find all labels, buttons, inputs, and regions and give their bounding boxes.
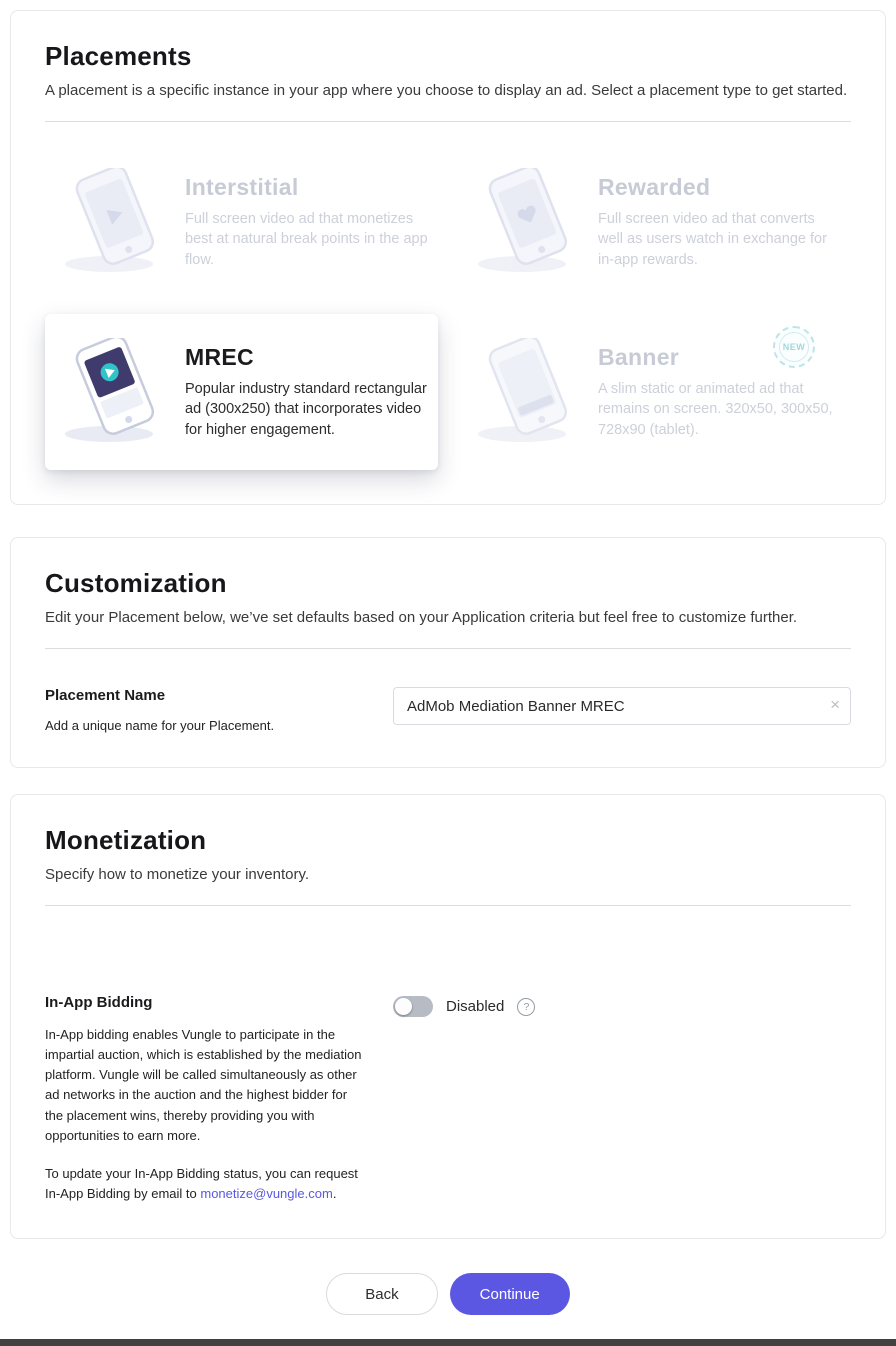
monetization-title: Monetization <box>45 825 207 855</box>
bottom-bar <box>0 1339 896 1346</box>
divider <box>45 121 851 122</box>
interstitial-icon-wrap <box>55 168 177 276</box>
continue-button[interactable]: Continue <box>450 1273 570 1315</box>
monetize-email-link[interactable]: monetize@vungle.com <box>200 1185 333 1201</box>
interstitial-description: Full screen video ad that monetizes best at natural break points in the app flow. <box>185 210 428 268</box>
mrec-title: MREC <box>185 343 254 370</box>
new-badge-label: NEW <box>779 332 809 362</box>
rewarded-phone-icon <box>470 168 588 276</box>
rewarded-icon-wrap <box>468 168 590 276</box>
interstitial-title: Interstitial <box>185 173 299 200</box>
placement-name-label: Placement Name <box>45 687 166 704</box>
rewarded-title: Rewarded <box>598 173 711 200</box>
placement-type-grid <box>45 144 851 470</box>
in-app-bidding-description: In-App bidding enables Vungle to participate in the impartial auction, which is established by the mediation platform. Vungle will be called simultaneously as other ad networks in the auction and the highest bidder for the placement wins, thereby providing you with opportunities to earn more. <box>45 1027 362 1143</box>
in-app-bidding-row <box>45 994 851 1204</box>
in-app-bidding-toggle[interactable] <box>393 996 433 1017</box>
banner-description: A slim static or animated ad that remains on screen. 320x50, 300x50, 728x90 (tablet). <box>598 380 833 438</box>
toggle-knob <box>395 998 412 1015</box>
customization-subtitle: Edit your Placement below, we’ve set defaults based on your Application criteria but feel free to customize further. <box>45 609 798 626</box>
monetization-subtitle: Specify how to monetize your inventory. <box>45 866 310 883</box>
help-icon[interactable]: ? <box>517 998 535 1016</box>
placements-title: Placements <box>45 41 192 71</box>
clear-input-icon[interactable]: × <box>830 695 840 714</box>
placement-type-mrec[interactable] <box>45 314 438 470</box>
divider <box>45 648 851 649</box>
banner-icon-wrap <box>468 338 590 446</box>
placement-name-row <box>45 687 851 733</box>
new-badge <box>773 326 815 368</box>
in-app-bidding-label: In-App Bidding <box>45 994 153 1011</box>
footer-actions <box>10 1273 886 1315</box>
customization-title: Customization <box>45 568 227 598</box>
placements-section <box>10 10 886 505</box>
mrec-phone-icon <box>57 338 175 446</box>
placements-subtitle: A placement is a specific instance in your app where you choose to display an ad. Select a placement type to get started. <box>45 82 848 99</box>
placement-name-input[interactable] <box>393 687 851 725</box>
monetization-section <box>10 794 886 1239</box>
placement-name-input-wrap <box>393 687 851 725</box>
mrec-description: Popular industry standard rectangular ad (300x250) that incorporates video for higher engagement. <box>185 380 427 438</box>
back-button[interactable]: Back <box>326 1273 437 1315</box>
placement-type-banner[interactable] <box>458 314 851 470</box>
mrec-icon-wrap <box>55 338 177 446</box>
divider <box>45 905 851 906</box>
in-app-bidding-update-text: To update your In-App Bidding status, you can request In-App Bidding by email to monetize@vungle.com. <box>45 1165 358 1201</box>
placement-name-help: Add a unique name for your Placement. <box>45 718 275 733</box>
interstitial-phone-icon <box>57 168 175 276</box>
in-app-bidding-controls <box>393 996 535 1017</box>
placement-type-interstitial[interactable] <box>45 144 438 300</box>
banner-phone-icon <box>470 338 588 446</box>
rewarded-description: Full screen video ad that converts well as users watch in exchange for in-app rewards. <box>598 210 827 268</box>
banner-title: Banner <box>598 343 680 370</box>
in-app-bidding-status: Disabled <box>446 998 505 1015</box>
customization-section <box>10 537 886 768</box>
placement-type-rewarded[interactable] <box>458 144 851 300</box>
